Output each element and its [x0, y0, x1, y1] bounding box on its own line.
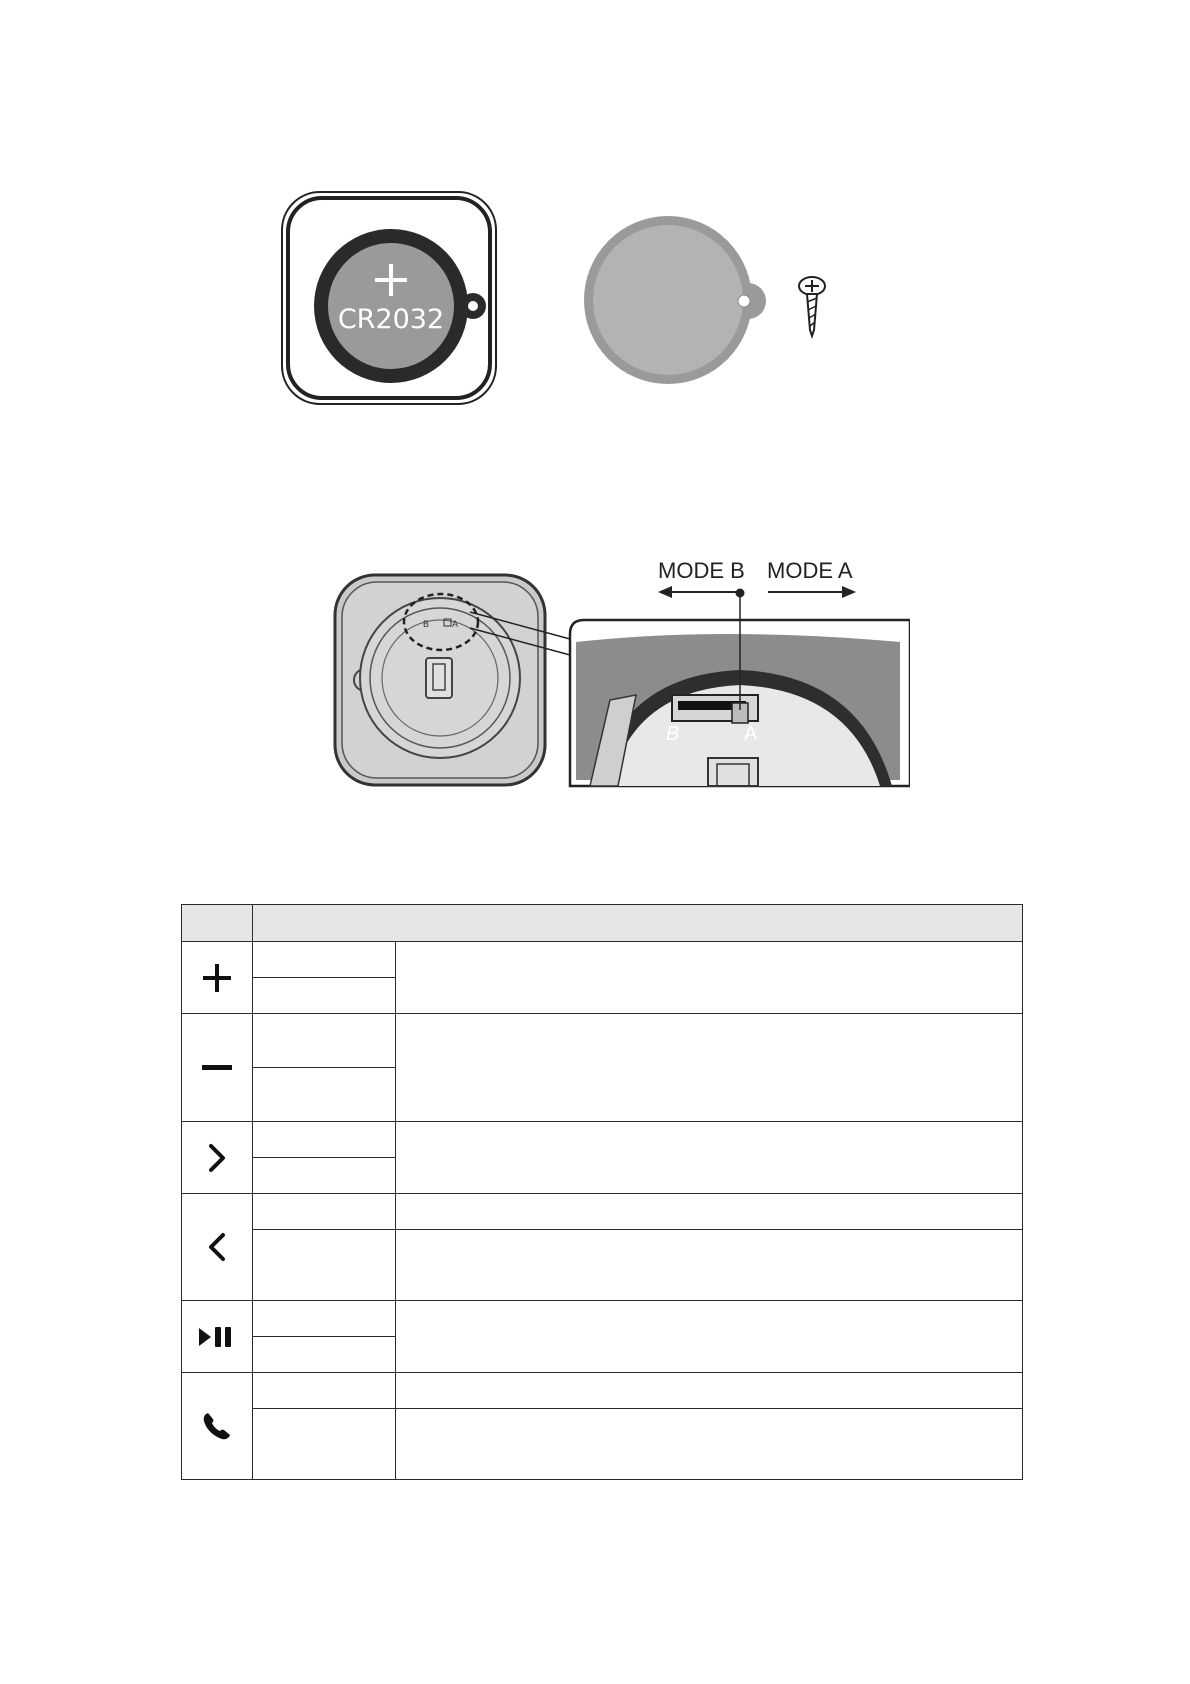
table-row [182, 1014, 1023, 1068]
function-cell [396, 1409, 1023, 1480]
action-cell [253, 1014, 396, 1068]
mode-a-label: MODE A [767, 558, 853, 583]
function-cell [396, 1194, 1023, 1230]
table-row [182, 1194, 1023, 1230]
table-row [182, 942, 1023, 978]
battery-cover-illustration [584, 216, 766, 384]
function-cell [396, 1122, 1023, 1194]
action-cell [253, 1373, 396, 1409]
action-cell [253, 1337, 396, 1373]
table-row [182, 1230, 1023, 1301]
small-a-label: A [452, 619, 459, 629]
switch-a-label: A [744, 723, 758, 745]
function-cell [396, 1301, 1023, 1373]
chevron-left-icon [207, 1232, 227, 1262]
battery-type-label: CR2032 [337, 304, 445, 335]
function-cell [396, 1230, 1023, 1301]
action-cell [253, 1122, 396, 1158]
icon-cell [182, 942, 253, 1014]
header-icon-cell [182, 905, 253, 942]
play-pause-icon [199, 1325, 235, 1349]
phone-icon [202, 1411, 232, 1441]
action-cell [253, 942, 396, 978]
header-function-cell [253, 905, 1023, 942]
table-header-row [182, 905, 1023, 942]
action-cell [253, 978, 396, 1014]
function-cell [396, 942, 1023, 1014]
minus-icon [202, 1064, 232, 1072]
mode-b-label: MODE B [658, 558, 745, 583]
remote-back-illustration [282, 192, 496, 404]
function-cell [396, 1014, 1023, 1122]
table-row [182, 1373, 1023, 1409]
remote-back-small-illustration [335, 575, 545, 785]
screw-icon [799, 277, 825, 336]
icon-cell [182, 1194, 253, 1301]
action-cell [253, 1301, 396, 1337]
small-b-label: B [423, 619, 430, 629]
icon-cell [182, 1014, 253, 1122]
icon-cell [182, 1122, 253, 1194]
arrow-right-icon [768, 586, 856, 598]
action-cell [253, 1158, 396, 1194]
action-cell [253, 1068, 396, 1122]
icon-cell [182, 1301, 253, 1373]
plus-icon [203, 964, 231, 992]
table-row [182, 1301, 1023, 1337]
icon-cell [182, 1373, 253, 1480]
action-cell [253, 1409, 396, 1480]
switch-b-label: B [666, 723, 680, 745]
function-cell [396, 1373, 1023, 1409]
mode-switch-figure [320, 540, 910, 800]
table-row [182, 1409, 1023, 1480]
button-function-table [181, 904, 1023, 1480]
table-row [182, 1122, 1023, 1158]
action-cell [253, 1194, 396, 1230]
battery-figure [270, 180, 870, 420]
chevron-right-icon [207, 1143, 227, 1173]
action-cell [253, 1230, 396, 1301]
arrow-left-icon [658, 586, 738, 598]
